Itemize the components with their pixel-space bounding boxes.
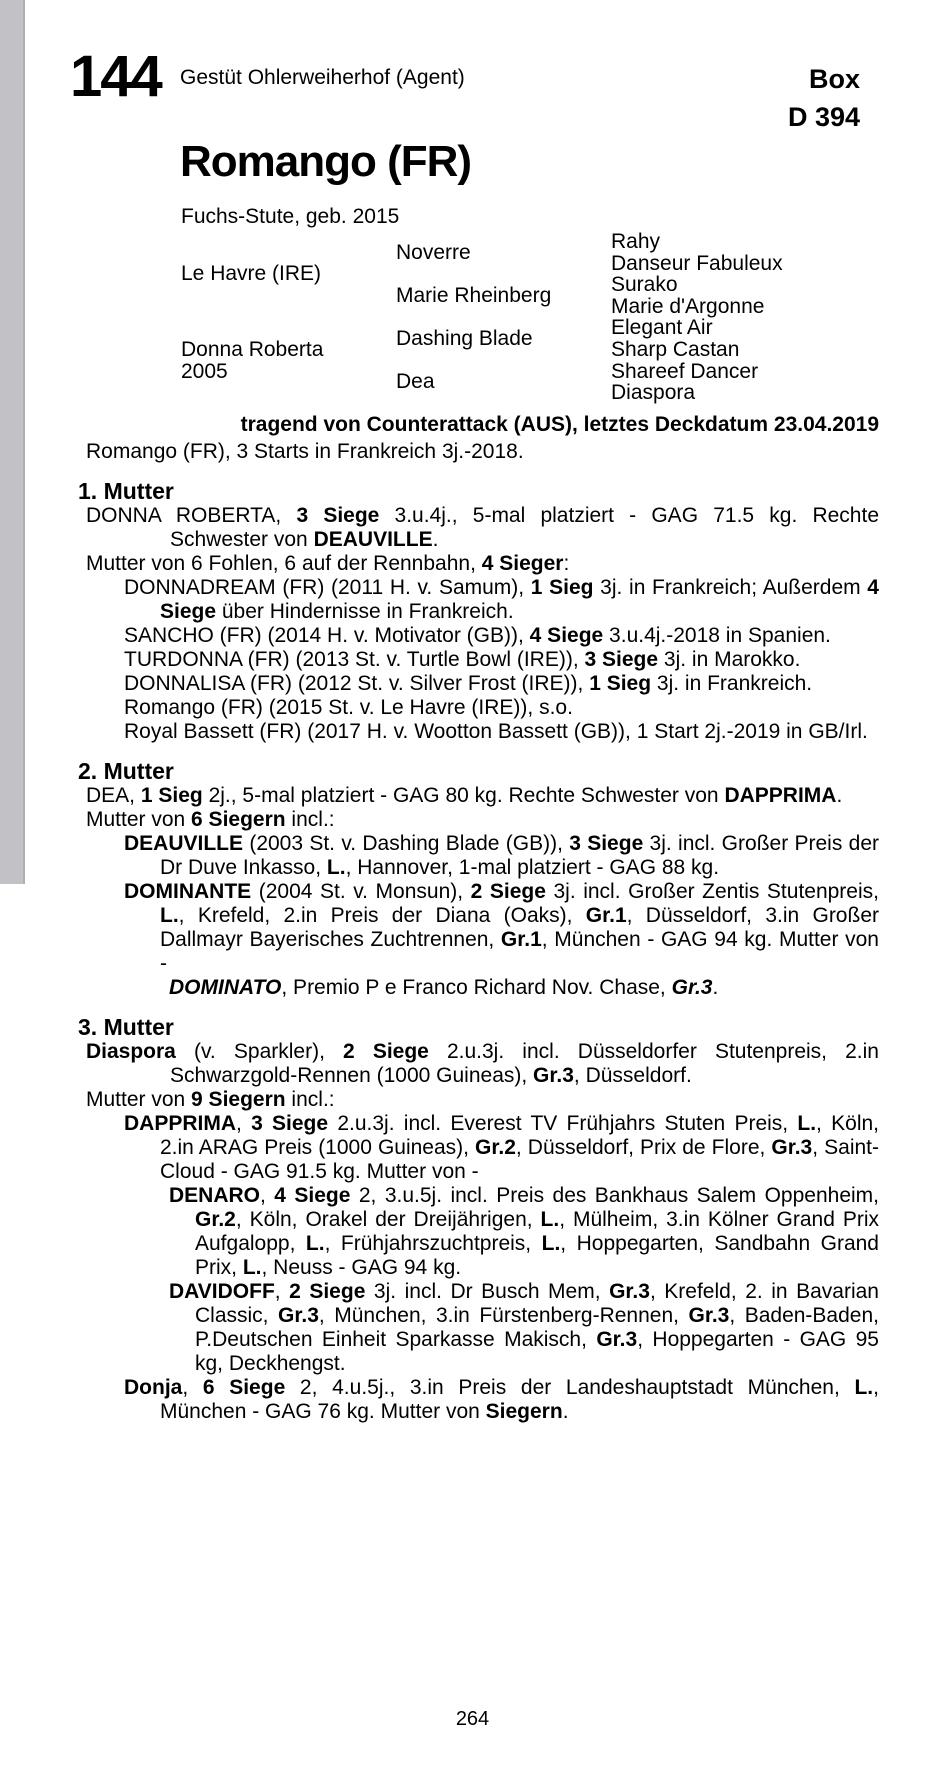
pedigree-dam [181,317,396,403]
box-number: D 394 [787,102,860,132]
pedigree-gen3-name: Diaspora [611,381,696,405]
section-heading-1-mutter: 1. Mutter [78,478,174,504]
section-heading-2-mutter: 2. Mutter [78,758,174,784]
pedigree-gen3-name: Shareef Dancer [611,359,759,383]
foal-entry: DONNALISA (FR) (2012 St. v. Silver Frost (IRE)), 1 Sieg 3j. in Frankreich. [124,672,813,695]
race-record: Romango (FR), 3 Starts in Frankreich 3j.-2018. [86,440,524,463]
foal-entry: SANCHO (FR) (2014 H. v. Motivator (GB)), 4 Siege 3.u.4j.-2018 in Spanien. [124,624,831,647]
foal-entry: Romango (FR) (2015 St. v. Le Havre (IRE)), s.o. [124,696,573,719]
pedigree-table [181,231,886,404]
pedigree-text-body [0,440,945,1424]
dam-record: DONNA ROBERTA, 3 Siege 3.u.4j., 5-mal platziert - GAG 71.5 kg. Rechte Schwester von DEAUVILLE. [86,504,879,551]
page-number: 264 [455,1708,490,1730]
pedigree-sire: Le Havre (IRE) [181,262,322,286]
foal-entry: DOMINANTE (2004 St. v. Monsun), 2 Siege 3j. incl. Großer Zentis Stutenpreis, L., Krefeld, 2.in Preis der Diana (Oaks), Gr.1, Düsseldorf, 3.in Großer Dallmayr Bayerisches Zuchtrennen, Gr.1, München - GAG 94 kg. Mutter von - [124,880,879,975]
pedigree-gen3-name: Surako [611,273,678,297]
foal-entry: Royal Bassett (FR) (2017 H. v. Wootton Bassett (GB)), 1 Start 2j.-2019 in GB/Irl. [124,720,868,743]
pedigree-dam-sire: Dashing Blade [396,327,533,351]
sub-foal-entry: DAVIDOFF, 2 Siege 3j. incl. Dr Busch Mem, Gr.3, Krefeld, 2. in Bavarian Classic, Gr.3, München, 3.in Fürstenberg-Rennen, Gr.3, Baden-Baden, P.Deutschen Einheit Sparkasse Makisch, Gr.3, Hoppegarten - GAG 95 kg, Deckhengst. [169,1280,879,1375]
box-label: Box [808,64,860,94]
sub-foal-entry: DOMINATO, Premio P e Franco Richard Nov. Chase, Gr.3. [169,976,719,999]
pedigree-dam-dam: Dea [396,370,435,394]
pedigree-gen3-name: Rahy [611,230,661,253]
produce-summary: Mutter von 6 Siegern incl.: [86,808,335,831]
dam-record: Diaspora (v. Sparkler), 2 Siege 2.u.3j. incl. Düsseldorfer Stutenpreis, 2.in Schwarzgold-Rennen (1000 Guineas), Gr.3, Düsseldorf. [86,1040,879,1087]
foal-entry: Donja, 6 Siege 2, 4.u.5j., 3.in Preis der Landeshauptstadt München, L., München - GAG 76 kg. Mutter von Siegern. [124,1376,879,1423]
covering-note: tragend von Counterattack (AUS), letztes Deckdatum 23.04.2019 [240,413,879,436]
section-heading-3-mutter: 3. Mutter [78,1014,174,1040]
foal-entry: TURDONNA (FR) (2013 St. v. Turtle Bowl (IRE)), 3 Siege 3j. in Marokko. [124,648,801,671]
pedigree-sire-sire: Noverre [396,240,471,264]
pedigree-gen3-name: Elegant Air [611,316,713,340]
box-block [788,60,860,136]
horse-description: Fuchs-Stute, geb. 2015 [181,205,400,228]
produce-summary: Mutter von 6 Fohlen, 6 auf der Rennbahn, 4 Sieger: [86,552,570,575]
pedigree-gen3-name: Marie d'Argonne [611,294,765,318]
foal-entry: DAPPRIMA, 3 Siege 2.u.3j. incl. Everest TV Frühjahrs Stuten Preis, L., Köln, 2.in ARAG Preis (1000 Guineas), Gr.2, Düsseldorf, Prix de Flore, Gr.3, Saint-Cloud - GAG 91.5 kg. Mutter von - [124,1112,879,1183]
pedigree-gen3-name: Danseur Fabuleux [611,251,783,275]
produce-summary: Mutter von 9 Siegern incl.: [86,1088,335,1111]
pedigree-dam-year: 2005 [181,359,228,383]
pedigree-sire-dam: Marie Rheinberg [396,283,552,307]
foal-entry: DEAUVILLE (2003 St. v. Dashing Blade (GB)), 3 Siege 3j. incl. Großer Preis der Dr Duve Inkasso, L., Hannover, 1-mal platziert - GAG 88 kg. [124,832,879,879]
pedigree-dam-name: Donna Roberta [181,337,324,361]
consignor: Gestüt Ohlerweiherhof (Agent) [180,66,465,89]
foal-entry: DONNADREAM (FR) (2011 H. v. Samum), 1 Sieg 3j. in Frankreich; Außerdem 4 Siege über Hindernisse in Frankreich. [124,576,879,623]
lot-number: 144 [70,44,161,109]
pedigree-gen3-name: Sharp Castan [611,337,740,361]
dam-record: DEA, 1 Sieg 2j., 5-mal platziert - GAG 80 kg. Rechte Schwester von DAPPRIMA. [86,784,843,807]
horse-name: Romango (FR) [180,137,472,186]
sub-foal-entry: DENARO, 4 Siege 2, 3.u.5j. incl. Preis des Bankhaus Salem Oppenheim, Gr.2, Köln, Orakel der Dreijährigen, L., Mülheim, 3.in Kölner Grand Prix Aufgalopp, L., Frühjahrszuchtpreis, L., Hoppegarten, Sandbahn Grand Prix, L., Neuss - GAG 94 kg. [169,1184,879,1279]
